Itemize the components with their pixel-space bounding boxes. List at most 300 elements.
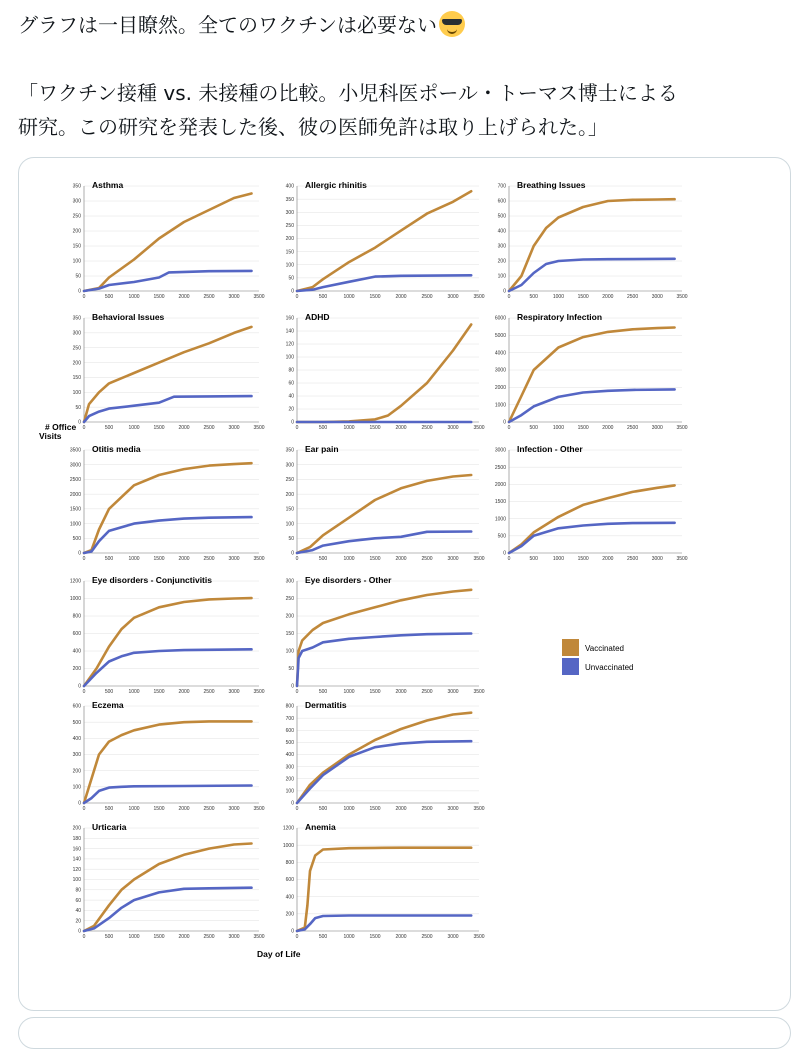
y-tick-label: 3000 xyxy=(494,367,506,374)
y-tick-label: 1200 xyxy=(69,578,81,585)
y-tick-label: 0 xyxy=(78,419,81,426)
x-tick-label: 3500 xyxy=(253,425,265,431)
y-tick-label: 100 xyxy=(72,784,81,791)
y-tick-label: 100 xyxy=(285,262,294,269)
chart-title: Eye disorders - Other xyxy=(305,575,392,585)
y-tick-label: 600 xyxy=(72,631,81,638)
x-tick-label: 3500 xyxy=(253,934,265,940)
x-tick-label: 2500 xyxy=(627,425,639,431)
x-tick-label: 1500 xyxy=(153,556,165,562)
x-tick-label: 1000 xyxy=(128,934,140,940)
x-tick-label: 3000 xyxy=(228,934,240,940)
y-tick-label: 1000 xyxy=(69,596,81,603)
y-tick-label: 200 xyxy=(497,258,506,265)
x-tick-label: 0 xyxy=(295,425,299,431)
chart-title: Otitis media xyxy=(92,444,141,454)
y-tick-label: 2000 xyxy=(69,491,81,498)
y-tick-label: 800 xyxy=(285,703,294,710)
series-line-vaccinated xyxy=(509,199,675,291)
x-tick-label: 500 xyxy=(318,934,328,940)
x-tick-label: 2000 xyxy=(395,294,407,300)
tweet-text xyxy=(18,8,793,144)
y-tick-label: 0 xyxy=(291,288,294,295)
y-tick-label: 150 xyxy=(285,506,294,513)
y-tick-label: 50 xyxy=(288,666,294,673)
y-tick-label: 200 xyxy=(285,613,294,620)
x-tick-label: 500 xyxy=(529,294,538,300)
legend xyxy=(562,639,633,675)
x-tick-label: 2000 xyxy=(395,425,407,431)
chart-panel-eye-disorders-conjunctivitis xyxy=(70,575,265,695)
y-tick-label: 700 xyxy=(285,715,294,722)
y-tick-label: 60 xyxy=(288,380,294,387)
chart-panel-otitis-media xyxy=(70,444,265,562)
y-tick-label: 50 xyxy=(288,275,294,282)
chart-panel-breathing-issues xyxy=(498,180,688,300)
x-tick-label: 1000 xyxy=(552,556,564,562)
y-tick-label: 200 xyxy=(285,911,294,918)
series-line-vaccinated xyxy=(509,485,675,553)
y-tick-label: 600 xyxy=(72,703,81,710)
y-tick-label: 120 xyxy=(285,341,294,348)
x-tick-label: 2500 xyxy=(203,934,215,940)
y-tick-label: 300 xyxy=(285,209,294,216)
series-line-unvaccinated xyxy=(297,634,471,687)
x-tick-label: 500 xyxy=(318,556,328,562)
legend-label-unvaccinated: Unvaccinated xyxy=(585,663,634,672)
tweet-quote-line-2: 研究。この研究を発表した後、彼の医師免許は取り上げられた。」 xyxy=(18,115,608,139)
series-line-unvaccinated xyxy=(509,259,675,291)
y-tick-label: 300 xyxy=(285,764,294,771)
x-tick-label: 1000 xyxy=(552,425,564,431)
x-tick-label: 500 xyxy=(529,425,538,431)
x-tick-label: 0 xyxy=(82,294,86,300)
y-tick-label: 300 xyxy=(72,752,81,759)
y-tick-label: 0 xyxy=(503,550,506,557)
chart-panel-anemia xyxy=(283,822,485,940)
x-tick-label: 0 xyxy=(507,556,511,562)
series-line-unvaccinated xyxy=(84,888,252,931)
y-tick-label: 0 xyxy=(78,928,81,935)
x-tick-label: 1000 xyxy=(128,425,140,431)
chart-title: Asthma xyxy=(92,180,124,190)
y-tick-label: 200 xyxy=(285,776,294,783)
y-tick-label: 100 xyxy=(285,788,294,795)
y-tick-label: 140 xyxy=(285,328,294,335)
x-tick-label: 3000 xyxy=(651,556,663,562)
x-tick-label: 3000 xyxy=(651,425,663,431)
x-tick-label: 0 xyxy=(82,556,86,562)
y-tick-label: 20 xyxy=(75,918,81,925)
series-line-unvaccinated xyxy=(84,786,252,804)
y-tick-label: 500 xyxy=(497,213,506,220)
x-tick-label: 0 xyxy=(295,689,299,695)
y-tick-label: 400 xyxy=(285,183,294,190)
chart-title: Eczema xyxy=(92,700,124,710)
x-tick-label: 2500 xyxy=(421,934,433,940)
chart-panel-respiratory-infection xyxy=(495,312,688,431)
series-line-unvaccinated xyxy=(84,271,252,291)
y-tick-label: 6000 xyxy=(494,315,506,322)
y-tick-label: 80 xyxy=(288,367,294,374)
x-tick-label: 1500 xyxy=(153,689,165,695)
x-tick-label: 3000 xyxy=(228,425,240,431)
x-axis-label: Day of Life xyxy=(257,949,301,959)
x-tick-label: 2000 xyxy=(178,689,190,695)
x-tick-label: 0 xyxy=(295,934,299,940)
y-tick-label: 400 xyxy=(285,752,294,759)
y-tick-label: 0 xyxy=(291,928,294,935)
x-tick-label: 500 xyxy=(104,294,114,300)
x-tick-label: 2500 xyxy=(421,689,433,695)
x-tick-label: 1000 xyxy=(343,806,355,812)
y-tick-label: 400 xyxy=(497,228,506,235)
x-tick-label: 1500 xyxy=(369,294,381,300)
chart-figure xyxy=(19,158,790,1010)
x-tick-label: 2000 xyxy=(395,556,407,562)
chart-panel-eye-disorders-other xyxy=(286,575,485,695)
x-tick-label: 2000 xyxy=(602,294,614,300)
y-tick-label: 150 xyxy=(72,243,81,250)
y-tick-label: 350 xyxy=(285,447,294,454)
x-tick-label: 3000 xyxy=(228,556,240,562)
x-tick-label: 1000 xyxy=(128,294,140,300)
y-tick-label: 50 xyxy=(75,404,81,411)
y-tick-label: 160 xyxy=(285,315,294,322)
x-tick-label: 2500 xyxy=(203,556,215,562)
x-tick-label: 3500 xyxy=(676,425,688,431)
x-tick-label: 2500 xyxy=(627,556,639,562)
x-tick-label: 0 xyxy=(295,806,299,812)
y-tick-label: 0 xyxy=(503,288,506,295)
chart-panel-allergic-rhinitis xyxy=(286,180,485,300)
y-tick-label: 60 xyxy=(75,897,81,904)
x-tick-label: 2500 xyxy=(421,294,433,300)
x-tick-label: 2000 xyxy=(178,806,190,812)
series-line-vaccinated xyxy=(84,598,252,686)
chart-panel-infection-other xyxy=(495,444,688,562)
x-tick-label: 1500 xyxy=(577,425,589,431)
legend-label-vaccinated: Vaccinated xyxy=(585,644,624,653)
x-tick-label: 1500 xyxy=(153,294,165,300)
legend-swatch-vaccinated xyxy=(562,639,579,656)
y-tick-label: 100 xyxy=(72,877,81,884)
chart-panel-adhd xyxy=(286,312,485,431)
chart-title: Respiratory Infection xyxy=(517,312,603,322)
y-tick-label: 250 xyxy=(72,345,81,352)
x-tick-label: 3000 xyxy=(228,689,240,695)
y-tick-label: 350 xyxy=(285,196,294,203)
y-tick-label: 0 xyxy=(291,419,294,426)
chart-title: Infection - Other xyxy=(517,444,583,454)
x-tick-label: 3500 xyxy=(473,689,485,695)
x-tick-label: 2500 xyxy=(203,806,215,812)
x-tick-label: 0 xyxy=(82,689,86,695)
y-tick-label: 1500 xyxy=(69,506,81,513)
x-tick-label: 2000 xyxy=(395,806,407,812)
y-tick-label: 350 xyxy=(72,315,81,322)
series-line-vaccinated xyxy=(84,463,252,553)
x-tick-label: 1500 xyxy=(153,425,165,431)
tweet-line-1 xyxy=(18,8,793,42)
x-tick-label: 1000 xyxy=(343,934,355,940)
y-tick-label: 100 xyxy=(497,273,506,280)
y-tick-label: 200 xyxy=(72,825,81,832)
x-tick-label: 500 xyxy=(318,689,328,695)
x-tick-label: 1000 xyxy=(128,556,140,562)
tweet-quote-line-1: 「ワクチン接種 vs. 未接種の比較。小児科医ポール・トーマス博士による xyxy=(18,81,678,105)
y-tick-label: 0 xyxy=(78,550,81,557)
x-tick-label: 1000 xyxy=(128,689,140,695)
y-tick-label: 2000 xyxy=(494,385,506,392)
x-tick-label: 1000 xyxy=(343,425,355,431)
series-line-unvaccinated xyxy=(297,916,471,932)
y-tick-label: 400 xyxy=(72,736,81,743)
chart-panel-ear-pain xyxy=(286,444,485,562)
x-tick-label: 3500 xyxy=(473,294,485,300)
tweet-media-image[interactable] xyxy=(18,157,791,1011)
x-tick-label: 2500 xyxy=(421,806,433,812)
y-tick-label: 300 xyxy=(285,462,294,469)
x-tick-label: 3000 xyxy=(447,806,459,812)
smiling-face-with-sunglasses-icon xyxy=(439,11,465,37)
x-tick-label: 3000 xyxy=(447,294,459,300)
y-tick-label: 300 xyxy=(285,578,294,585)
x-tick-label: 3500 xyxy=(676,294,688,300)
chart-title: Behavioral Issues xyxy=(92,312,165,322)
x-tick-label: 2500 xyxy=(203,425,215,431)
y-tick-label: 600 xyxy=(285,877,294,884)
y-tick-label: 0 xyxy=(291,683,294,690)
x-tick-label: 3000 xyxy=(447,934,459,940)
x-tick-label: 500 xyxy=(104,934,114,940)
y-tick-label: 4000 xyxy=(494,350,506,357)
chart-panels xyxy=(70,180,688,940)
y-tick-label: 0 xyxy=(78,800,81,807)
x-tick-label: 1500 xyxy=(369,689,381,695)
x-tick-label: 3500 xyxy=(473,556,485,562)
y-tick-label: 1000 xyxy=(69,521,81,528)
y-tick-label: 300 xyxy=(72,330,81,337)
y-tick-label: 100 xyxy=(72,389,81,396)
x-tick-label: 2000 xyxy=(178,425,190,431)
x-tick-label: 0 xyxy=(82,934,86,940)
series-line-vaccinated xyxy=(297,713,471,803)
y-tick-label: 800 xyxy=(285,860,294,867)
legend-swatch-unvaccinated xyxy=(562,658,579,675)
x-tick-label: 3500 xyxy=(676,556,688,562)
y-tick-label: 150 xyxy=(285,249,294,256)
x-tick-label: 500 xyxy=(318,425,328,431)
y-axis-label-line-1: # Office xyxy=(45,422,77,432)
y-tick-label: 200 xyxy=(285,236,294,243)
y-tick-label: 0 xyxy=(503,419,506,426)
y-tick-label: 300 xyxy=(72,198,81,205)
y-tick-label: 80 xyxy=(75,887,81,894)
y-tick-label: 150 xyxy=(285,631,294,638)
y-tick-label: 1000 xyxy=(494,402,506,409)
y-tick-label: 0 xyxy=(78,288,81,295)
y-tick-label: 500 xyxy=(285,740,294,747)
y-tick-label: 2000 xyxy=(494,482,506,489)
chart-panel-behavioral-issues xyxy=(73,312,265,431)
y-tick-label: 1500 xyxy=(494,499,506,506)
chart-title: Ear pain xyxy=(305,444,339,454)
y-tick-label: 400 xyxy=(72,648,81,655)
x-tick-label: 3000 xyxy=(447,556,459,562)
y-tick-label: 200 xyxy=(285,491,294,498)
y-tick-label: 140 xyxy=(72,856,81,863)
x-tick-label: 3500 xyxy=(473,806,485,812)
y-tick-label: 700 xyxy=(497,183,506,190)
x-tick-label: 2000 xyxy=(602,556,614,562)
chart-title: Breathing Issues xyxy=(517,180,586,190)
y-tick-label: 200 xyxy=(72,768,81,775)
y-tick-label: 600 xyxy=(497,198,506,205)
y-tick-label: 40 xyxy=(288,393,294,400)
y-tick-label: 500 xyxy=(497,533,506,540)
x-tick-label: 3000 xyxy=(447,425,459,431)
y-tick-label: 0 xyxy=(291,550,294,557)
x-tick-label: 1000 xyxy=(343,556,355,562)
x-tick-label: 3500 xyxy=(253,556,265,562)
series-line-unvaccinated xyxy=(84,649,252,686)
x-tick-label: 500 xyxy=(318,294,328,300)
y-tick-label: 500 xyxy=(72,719,81,726)
y-tick-label: 20 xyxy=(288,406,294,413)
x-tick-label: 500 xyxy=(104,556,114,562)
x-tick-label: 0 xyxy=(507,425,511,431)
x-tick-label: 1000 xyxy=(343,294,355,300)
x-tick-label: 0 xyxy=(82,806,86,812)
y-tick-label: 200 xyxy=(72,666,81,673)
y-axis-label-line-2: Visits xyxy=(39,431,62,441)
x-tick-label: 3000 xyxy=(447,689,459,695)
x-tick-label: 500 xyxy=(104,689,114,695)
x-tick-label: 500 xyxy=(318,806,328,812)
y-tick-label: 300 xyxy=(497,243,506,250)
x-tick-label: 3500 xyxy=(253,689,265,695)
y-tick-label: 400 xyxy=(285,894,294,901)
y-tick-label: 5000 xyxy=(494,333,506,340)
tweet-line-1-text: グラフは一目瞭然。全てのワクチンは必要ない xyxy=(18,13,437,37)
x-tick-label: 1500 xyxy=(577,294,589,300)
x-tick-label: 3500 xyxy=(473,934,485,940)
chart-title: ADHD xyxy=(305,312,330,322)
y-tick-label: 250 xyxy=(285,223,294,230)
series-line-unvaccinated xyxy=(509,523,675,553)
x-tick-label: 2000 xyxy=(178,934,190,940)
y-tick-label: 1200 xyxy=(282,825,294,832)
y-tick-label: 1000 xyxy=(494,516,506,523)
x-tick-label: 0 xyxy=(295,556,299,562)
series-line-vaccinated xyxy=(297,475,471,553)
y-tick-label: 50 xyxy=(288,535,294,542)
y-tick-label: 50 xyxy=(75,273,81,280)
x-tick-label: 1500 xyxy=(369,556,381,562)
chart-panel-eczema xyxy=(73,700,265,812)
x-tick-label: 2000 xyxy=(178,294,190,300)
y-tick-label: 600 xyxy=(285,727,294,734)
chart-panel-urticaria xyxy=(73,822,265,940)
x-tick-label: 500 xyxy=(104,425,114,431)
x-tick-label: 0 xyxy=(507,294,511,300)
x-tick-label: 1000 xyxy=(128,806,140,812)
series-line-vaccinated xyxy=(297,590,471,686)
x-tick-label: 3500 xyxy=(253,294,265,300)
x-tick-label: 1000 xyxy=(343,689,355,695)
y-tick-label: 200 xyxy=(72,228,81,235)
y-tick-label: 800 xyxy=(72,613,81,620)
x-tick-label: 3500 xyxy=(253,806,265,812)
x-tick-label: 3000 xyxy=(228,806,240,812)
x-tick-label: 2000 xyxy=(178,556,190,562)
y-tick-label: 100 xyxy=(285,648,294,655)
y-tick-label: 160 xyxy=(72,846,81,853)
y-tick-label: 100 xyxy=(72,258,81,265)
y-tick-label: 250 xyxy=(285,596,294,603)
y-tick-label: 250 xyxy=(285,477,294,484)
x-tick-label: 2500 xyxy=(421,425,433,431)
series-line-unvaccinated xyxy=(84,396,252,422)
series-line-unvaccinated xyxy=(84,517,252,553)
x-tick-label: 1000 xyxy=(552,294,564,300)
x-tick-label: 0 xyxy=(82,425,86,431)
y-tick-label: 3000 xyxy=(494,447,506,454)
y-tick-label: 150 xyxy=(72,375,81,382)
series-line-unvaccinated xyxy=(509,389,675,422)
y-tick-label: 1000 xyxy=(282,842,294,849)
y-tick-label: 250 xyxy=(72,213,81,220)
chart-title: Dermatitis xyxy=(305,700,347,710)
y-tick-label: 0 xyxy=(291,800,294,807)
x-tick-label: 1500 xyxy=(369,806,381,812)
x-tick-label: 3500 xyxy=(473,425,485,431)
y-tick-label: 3500 xyxy=(69,447,81,454)
chart-panel-asthma xyxy=(73,180,265,300)
x-tick-label: 2000 xyxy=(602,425,614,431)
y-tick-label: 2500 xyxy=(494,464,506,471)
y-tick-label: 100 xyxy=(285,354,294,361)
x-tick-label: 3000 xyxy=(228,294,240,300)
y-tick-label: 500 xyxy=(72,535,81,542)
x-tick-label: 500 xyxy=(529,556,538,562)
chart-title: Allergic rhinitis xyxy=(305,180,367,190)
x-tick-label: 1500 xyxy=(153,806,165,812)
x-tick-label: 2500 xyxy=(203,294,215,300)
x-tick-label: 2000 xyxy=(395,689,407,695)
next-tweet-card[interactable] xyxy=(18,1017,791,1049)
y-tick-label: 200 xyxy=(72,360,81,367)
x-tick-label: 2500 xyxy=(421,556,433,562)
series-line-vaccinated xyxy=(84,194,252,292)
x-tick-label: 1500 xyxy=(153,934,165,940)
y-tick-label: 350 xyxy=(72,183,81,190)
x-tick-label: 2500 xyxy=(627,294,639,300)
y-tick-label: 0 xyxy=(78,683,81,690)
x-tick-label: 500 xyxy=(104,806,114,812)
chart-title: Eye disorders - Conjunctivitis xyxy=(92,575,212,585)
chart-panel-dermatitis xyxy=(286,700,485,812)
series-line-vaccinated xyxy=(297,848,471,931)
y-tick-label: 2500 xyxy=(69,477,81,484)
y-tick-label: 120 xyxy=(72,866,81,873)
x-tick-label: 1500 xyxy=(369,934,381,940)
x-tick-label: 3000 xyxy=(651,294,663,300)
series-line-vaccinated xyxy=(84,721,252,803)
series-line-vaccinated xyxy=(297,325,471,423)
y-tick-label: 100 xyxy=(285,521,294,528)
